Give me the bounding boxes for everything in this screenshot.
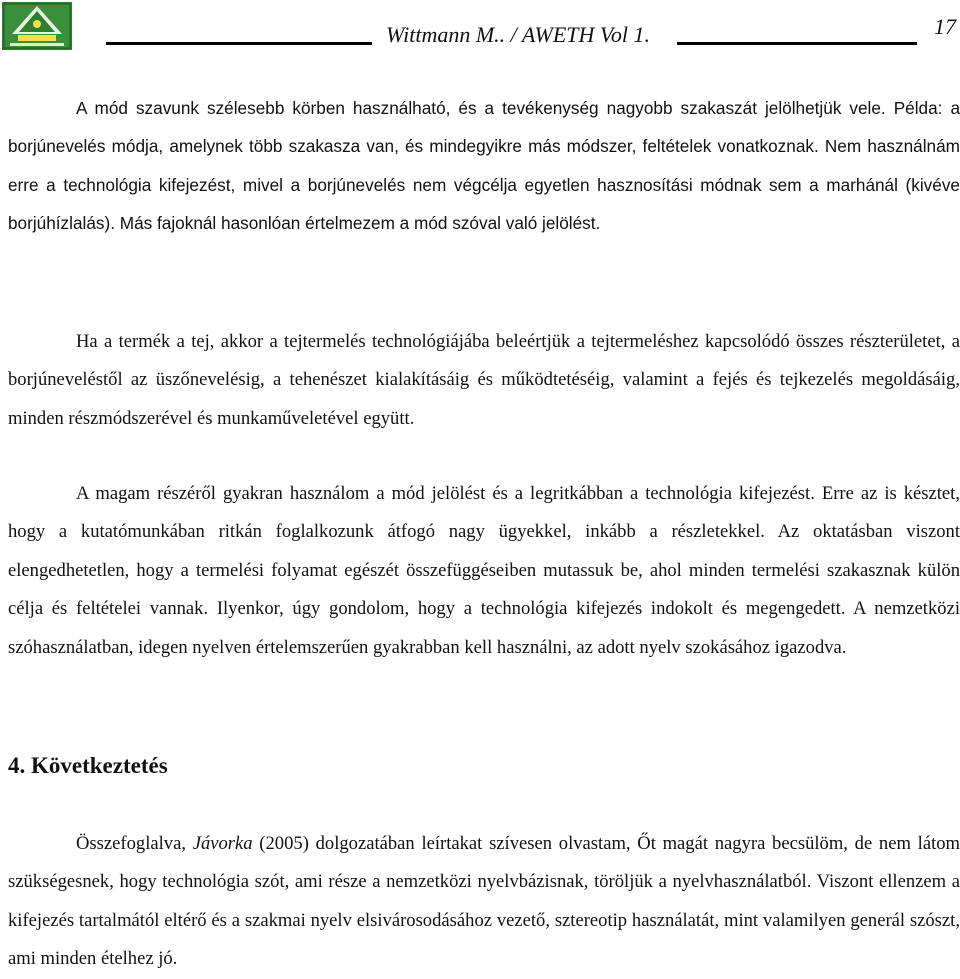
running-head: Wittmann M.. / AWETH Vol 1. xyxy=(386,22,650,47)
cited-author: Jávorka xyxy=(192,833,253,854)
header-rule-left xyxy=(106,42,372,45)
paragraph-own-usage: A magam részéről gyakran használom a mód jelölést és a legritkábban a technológia kifejezést. Erre az is késztet, hogy a kutatómunkában ritkán foglalkozunk átfogó nagy ügyekkel, inkább a részletekkel. Az oktatásban viszont elengedhetetlen, hogy a termelési folyamat egészét összefüggéseiben mutassuk be, ahol minden termelési szakasznak külön célja és feltételei vannak. Ilyenkor, úgy gondolom, hogy a technológia kifejezés indokolt és megengedett. A nemzetközi szóhasználatban, idegen nyelven értelemszerűen gyakrabban kell használni, az adott nyelv szokásához igazodva. xyxy=(8,483,960,658)
summary-text-rest: (2005) dolgozatában leírtakat szívesen olvastam, Őt magát nagyra becsülöm, de nem látom szükségesnek, hogy technológia szót, ami része a nemzetközi nyelvbázisnak, töröljük a nyelvhasználatból. Viszont ellenzem a kifejezés tartalmától eltérő és a szakmai nyelv elsivárosodásához vezető, sztereotip használatát, mint valamilyen generál szószt, ami minden ételhez jó. xyxy=(8,833,960,970)
summary-text-start: Összefoglalva, xyxy=(76,833,193,854)
awetm-logo-icon xyxy=(2,2,72,50)
paragraph-mod-usage: A mód szavunk szélesebb körben használható, és a tevékenység nagyobb szakaszát jelölhetjük vele. Példa: a borjúnevelés módja, amelynek több szakasza van, és mindegyikre más módszer, feltételek vonatkoznak. Nem használnám erre a technológia kifejezést, mivel a borjúnevelés nem végcélja egyetlen hasznosítási módnak sem a marhánál (kivéve borjúhízlalás). Más fajoknál hasonlóan értelmezem a mód szóval való jelölést. xyxy=(8,98,960,234)
page-number: 17 xyxy=(934,14,956,39)
paragraph-milk-technology: Ha a termék a tej, akkor a tejtermelés technológiájába beleértjük a tejtermeléshez kapcsolódó összes részterületet, a borjúneveléstől az üszőnevelésig, a tehenészet kialakításáig és működtetéséig, valamint a fejés és tejkezelés megoldásáig, minden részmódszerével és munkaműveletével együtt. xyxy=(8,331,960,429)
paragraph-summary xyxy=(8,825,960,979)
header-rule-right xyxy=(677,42,917,45)
section-heading-conclusion: 4. Következtetés xyxy=(8,753,168,778)
